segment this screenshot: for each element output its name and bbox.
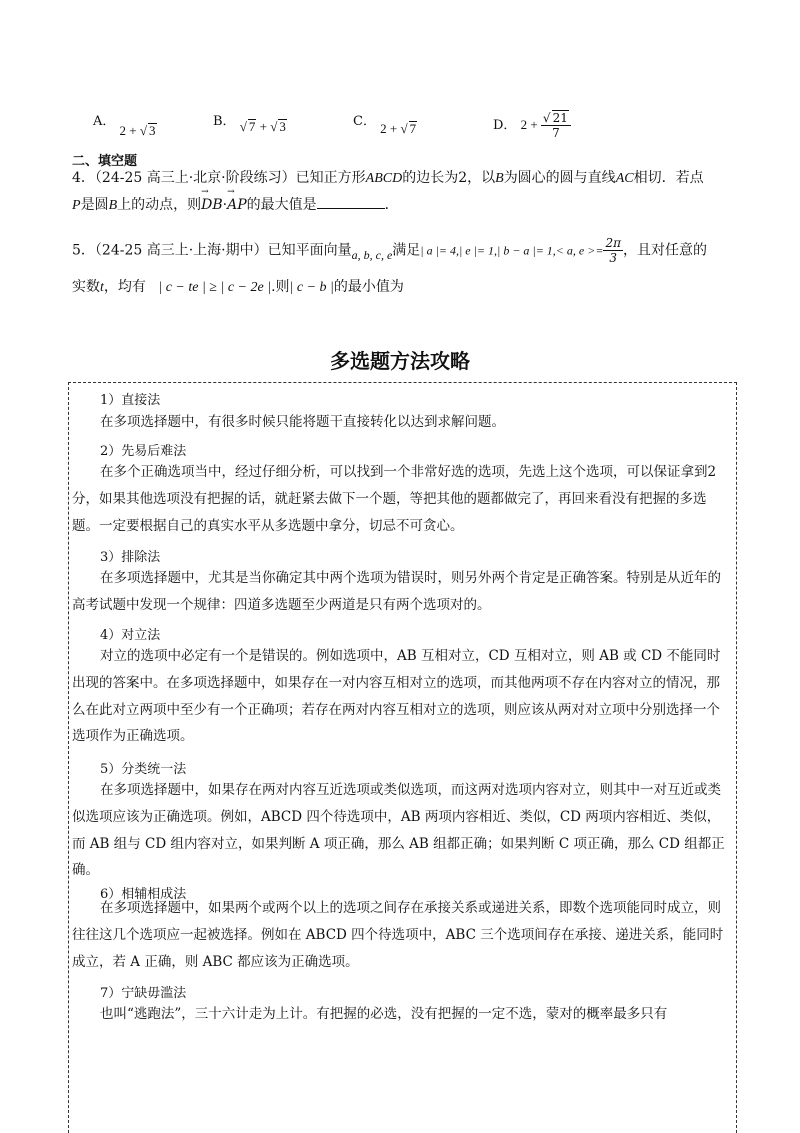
question-5-line2 (72, 276, 404, 296)
choice-a-term: 2 + (119, 123, 140, 138)
line-ac: AC (615, 171, 634, 186)
choice-d (493, 98, 571, 140)
choice-d-numerator: √ 21 (541, 110, 571, 126)
square-abcd: ABCD (365, 171, 403, 186)
strategy-heading-3: 3）排除法 (100, 550, 161, 565)
q5-text3: 实数 (72, 279, 100, 295)
q5-text5: .则 (271, 279, 290, 295)
choice-b-plus: + (256, 119, 271, 134)
strategy-heading-4: 4）对立法 (100, 628, 161, 643)
choice-c-label: C． (353, 114, 376, 129)
question-5-source: （24-25 高三上·上海·期中）已知平面向量 (94, 242, 352, 259)
q4-text6: 的最大值是 (246, 197, 317, 213)
question-4-line2 (72, 194, 399, 214)
strategy-heading-5: 5）分类统一法 (100, 762, 187, 777)
strategy-paragraph-3: 在多项选择题中，尤其是当你确定其中两个选项为错误时，则另外两个肯定是正确答案。特别是从近年的高考试题中发现一个规律：四道多选题至少两道是只有两个选项对的。 (72, 570, 721, 613)
question-4-source: （24-25 高三上·北京·阶段练习）已知正方形 (94, 170, 366, 186)
question-5-line1 (72, 236, 707, 265)
strategy-title: 多选题方法攻略 (330, 349, 470, 373)
choice-b-radicand1: 7 (248, 119, 256, 134)
vector-conditions: | a |= 4,| e |= 1,| b − a |= 1,< a, e >= (420, 243, 604, 258)
q5-text2: ，且对任意的 (622, 242, 707, 259)
choice-a-value: 2 + √ 3 (119, 123, 156, 138)
strategy-paragraph-5: 在多项选择题中，如果存在两对内容互近选项或类似选项，而这两对选项内容对立，则其中一对互近或类似选项应该为正确选项。例如，ABCD 四个待选项中，AB 两项内容相近、类似，CD 两项内容相近、类似，而 AB 组与 CD 组内容对立，如果判断 A 项正确，那么 AB 组都正确；如果判断 C 项正确，那么 CD 组都正确。 (72, 782, 725, 879)
choice-b (213, 110, 287, 134)
strategy-paragraph-1: 在多项选择题中，有很多时候只能将题干直接转化以达到求解问题。 (100, 414, 505, 430)
dot-operator: · (222, 197, 228, 213)
choice-d-denominator: 7 (552, 126, 560, 140)
vector-ap: → AP (227, 197, 247, 213)
strategy-paragraph-2: 在多个正确选项当中，经过仔细分析，可以找到一个非常好选的选项，先选上这个选项，可以保证拿到2分，如果其他选项没有把握的话，就赶紧去做下一个题，等把其他的题都做完了，再回来看没有把握的多选题。一定要根据自己的真实水平从多选题中拿分，切忌不可贪心。 (72, 464, 717, 534)
q5-text1: 满足 (392, 242, 421, 259)
section-heading-fill-blank: 二、填空题 (72, 154, 138, 169)
question-5-number: 5． (72, 242, 95, 259)
choice-c-radicand: 7 (409, 121, 417, 136)
choice-a-radicand: 3 (149, 123, 156, 138)
choice-c (353, 110, 417, 136)
strategy-heading-1: 1）直接法 (100, 393, 161, 408)
answer-blank (317, 196, 385, 209)
angle-numerator: 2π (605, 236, 621, 250)
variable-t: t (100, 280, 104, 295)
q4-text2: 为圆心的圆与直线 (503, 170, 616, 186)
strategy-paragraph-4: 对立的选项中必定有一个是错误的。例如选项中，AB 互相对立，CD 互相对立，则 AB 或 CD 不能同时出现的答案中。在多项选择题中，如果存在一对内容互相对立的选项，而其他两项不存在内容对立的情况，那么在此对立两项中至少有一个正确项；若存在两对内容互相对立的选项，则应该从两对对立项中分别选择一个选项作为正确选项。 (72, 648, 721, 745)
vectors-list: a, b, c, e (351, 247, 393, 262)
q4-text5: 上的动点，则 (117, 197, 202, 213)
q4-text3: 相切．若点 (633, 170, 704, 186)
point-b: B (495, 171, 504, 186)
question-4-line1 (72, 167, 704, 187)
strategy-heading-6: 6）相辅相成法 (100, 887, 187, 902)
point-p: P (72, 198, 81, 213)
choice-d-radicand: 21 (552, 111, 568, 125)
strategy-heading-2: 2）先易后难法 (100, 444, 187, 459)
choice-b-label: B． (213, 114, 236, 129)
question-4-number: 4． (72, 170, 95, 186)
choice-b-radicand2: 3 (279, 119, 286, 134)
target-expression: | c − b | (289, 280, 334, 295)
q4-end: ． (384, 197, 399, 213)
choice-d-fraction (541, 110, 571, 140)
choice-a-label: A． (93, 114, 116, 129)
strategy-paragraph-7: 也叫“逃跑法”，三十六计走为上计。有把握的必选，没有把握的一定不选，蒙对的概率最多只有 (100, 1006, 668, 1022)
q4-text4: 是圆 (80, 197, 109, 213)
circle-b: B (108, 198, 118, 213)
vector-db: → DB (201, 197, 223, 213)
strategy-paragraph-6: 在多项选择题中，如果两个或两个以上的选项之间存在承接关系或递进关系，即数个选项能同时成立，则往往这几个选项应一起被选择。例如在 ABCD 四个待选项中，ABC 三个选项间存在承接、递进关系，能同时成立，若 A 正确，则 ABC 都应该为正确选项。 (72, 900, 724, 970)
q5-text4: ，均有 (103, 279, 146, 295)
choice-d-label: D． (493, 117, 517, 133)
choice-b-value: √ 7 + √ 3 (239, 119, 286, 134)
inequality: | c − te | ≥ | c − 2e | (158, 280, 272, 295)
q5-text6: 的最小值为 (333, 279, 404, 295)
q4-text1: 的边长为2，以 (402, 170, 496, 186)
choice-d-term: 2 + (520, 116, 541, 132)
strategy-heading-7: 7）宁缺毋滥法 (100, 986, 187, 1001)
angle-denominator: 3 (609, 251, 618, 265)
choice-c-value: 2 + √ 7 (380, 121, 417, 136)
angle-fraction (603, 236, 623, 265)
choice-a (93, 110, 157, 138)
choice-c-term: 2 + (380, 121, 401, 136)
